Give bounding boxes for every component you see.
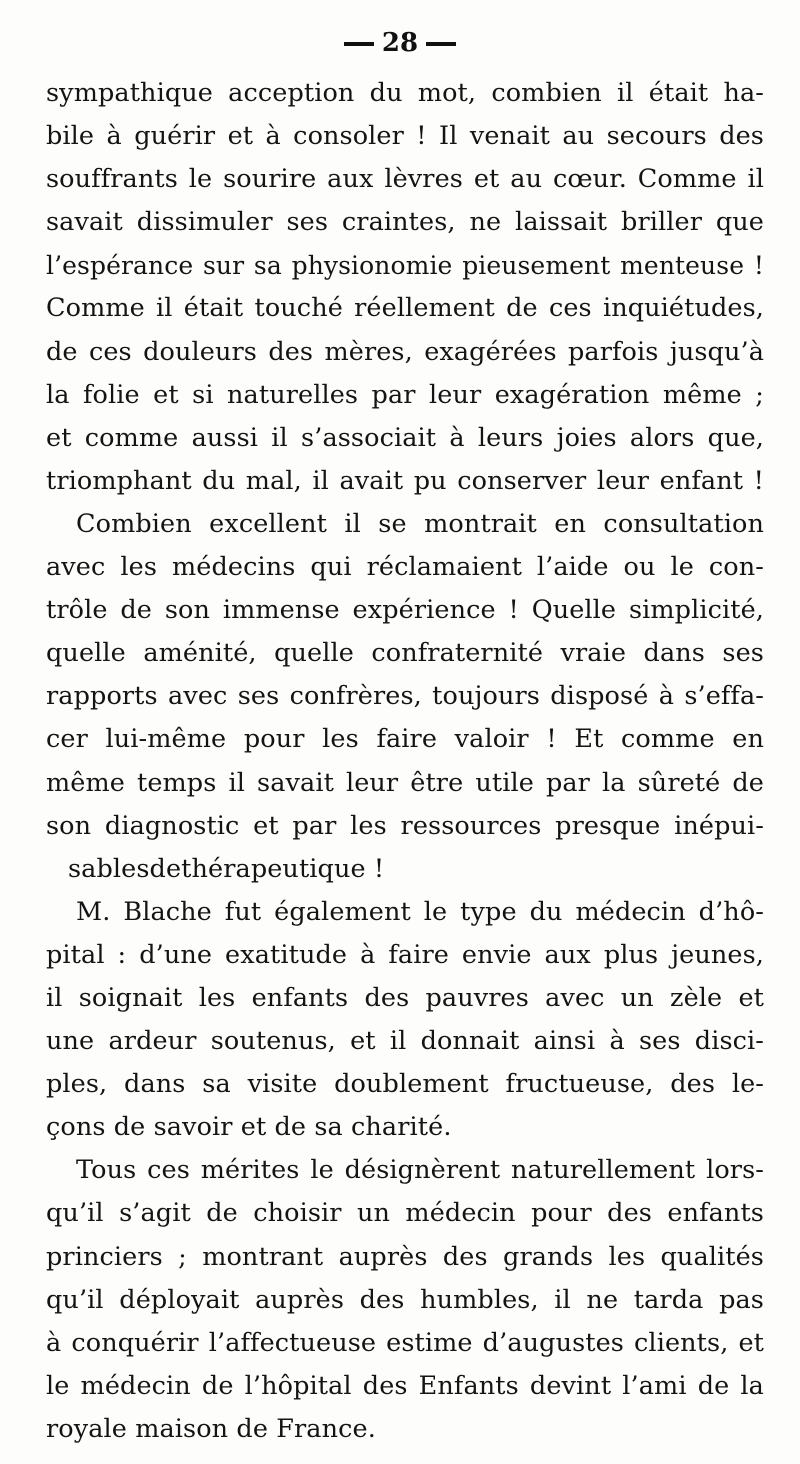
text-line: royale maison de France.	[46, 1413, 376, 1444]
text-line: quelle aménité, quelle confraternité vraie dans ses	[46, 638, 764, 669]
text-line: Combien excellent il se montrait en consultation	[76, 508, 764, 539]
page-number: 28	[381, 28, 419, 58]
text-line: bile à guérir et à consoler ! Il venait au secours des	[46, 121, 764, 152]
text-line: pital : d’une exatitude à faire envie aux plus jeunes,	[46, 939, 764, 970]
text-line: et comme aussi il s’associait à leurs joies alors que,	[46, 422, 764, 453]
text-line: son diagnostic et par les ressources presque inépui-	[46, 810, 764, 841]
text-line: même temps il savait leur être utile par la sûreté de	[46, 767, 764, 798]
text-line: Tous ces mérites le désignèrent naturellement lors-	[76, 1155, 764, 1186]
text-line: cer lui-même pour les faire valoir ! Et comme en	[46, 724, 764, 755]
text-line: à conquérir l’affectueuse estime d’augustes clients, et	[46, 1327, 764, 1358]
text-line: le médecin de l’hôpital des Enfants devint l’ami de la	[46, 1370, 764, 1401]
text-line: Comme il était touché réellement de ces inquiétudes,	[46, 293, 764, 324]
text-line: avec les médecins qui réclamaient l’aide ou le con-	[46, 552, 764, 583]
text-line: l’espérance sur sa physionomie pieusement menteuse !	[46, 251, 764, 281]
text-line: çons de savoir et de sa charité.	[46, 1112, 452, 1143]
text-line: souffrants le sourire aux lèvres et au cœur. Comme il	[46, 164, 764, 195]
body-text	[46, 72, 764, 1451]
text-line: princiers ; montrant auprès des grands les qualités	[46, 1241, 764, 1272]
text-line: sympathique acception du mot, combien il était ha-	[46, 78, 764, 108]
text-line: il soignait les enfants des pauvres avec un zèle et	[46, 982, 764, 1013]
page-number-header	[0, 28, 800, 58]
text-line: rapports avec ses confrères, toujours disposé à s’effa-	[46, 681, 764, 712]
text-line: la folie et si naturelles par leur exagération même ;	[46, 379, 764, 410]
page-number-dash-right	[426, 42, 456, 46]
text-line: de ces douleurs des mères, exagérées parfois jusqu’à	[46, 336, 764, 367]
text-line: qu’il s’agit de choisir un médecin pour des enfants	[46, 1198, 764, 1229]
text-line: trôle de son immense expérience ! Quelle simplicité,	[46, 595, 764, 626]
text-line: triomphant du mal, il avait pu conserver leur enfant !	[46, 465, 764, 496]
text-line: sablesdethérapeutique !	[68, 853, 385, 884]
page-number-dash-left	[344, 42, 374, 46]
text-line: ples, dans sa visite doublement fructueuse, des le-	[46, 1069, 764, 1100]
text-line: savait dissimuler ses craintes, ne laissait briller que	[46, 207, 764, 238]
text-line: une ardeur soutenus, et il donnait ainsi à ses disci-	[46, 1026, 764, 1057]
text-line: M. Blache fut également le type du médecin d’hô-	[76, 896, 764, 927]
text-line: qu’il déployait auprès des humbles, il ne tarda pas	[46, 1284, 764, 1315]
